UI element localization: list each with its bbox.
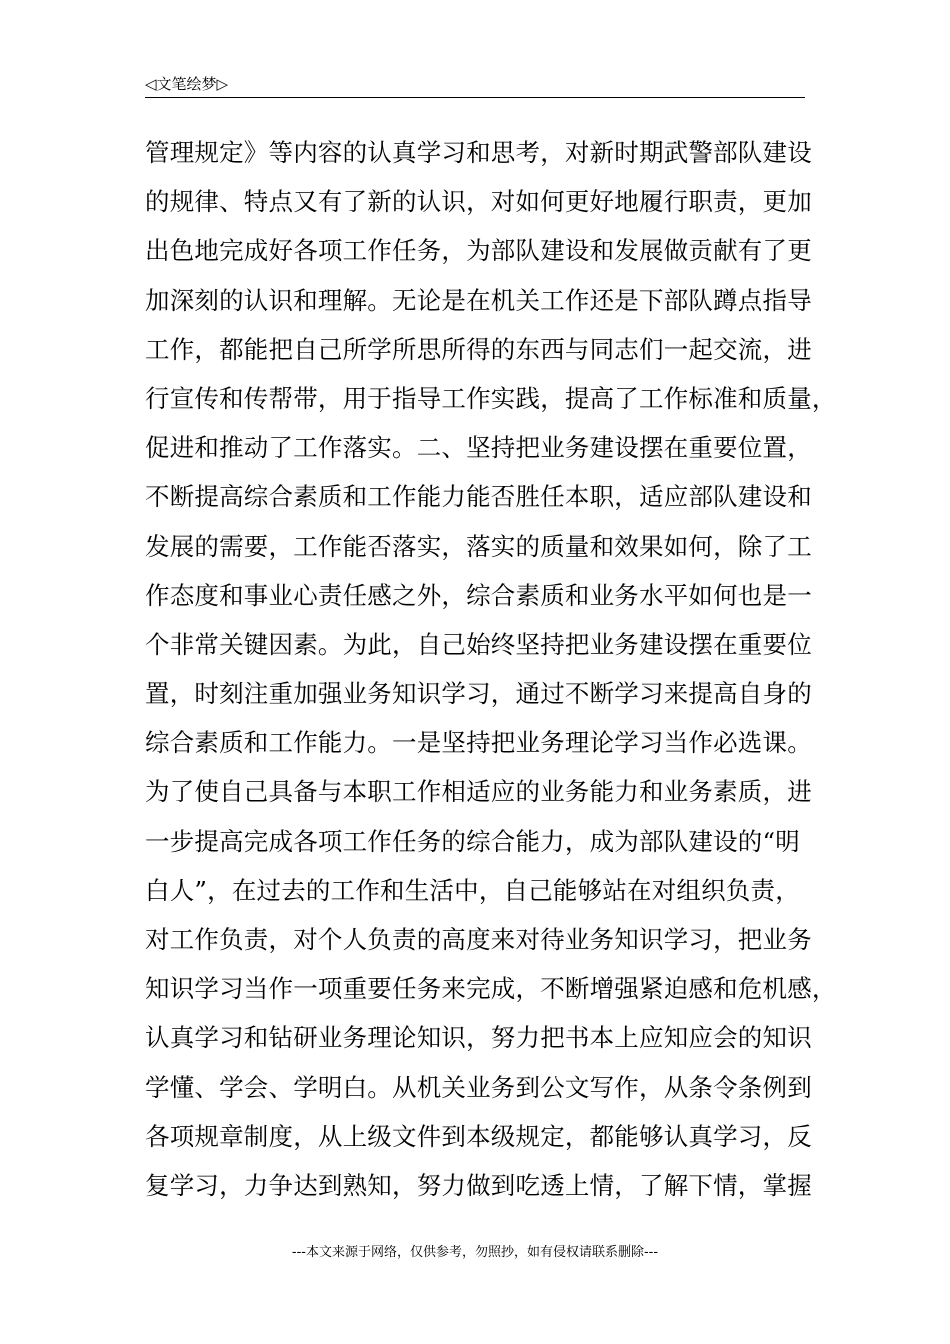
page-header [145,70,805,98]
body-text [145,128,837,1210]
text-line: 置，时刻注重加强业务知识学习，通过不断学习来提高自身的 [145,679,812,709]
text-line: 对工作负责，对个人负责的高度来对待业务知识学习，把业务 [145,925,812,954]
text-line: 认真学习和钻研业务理论知识，努力把书本上应知应会的知识 [145,1023,812,1053]
text-line: 白人”，在过去的工作和生活中，自己能够站在对组织负责， [145,875,800,905]
text-line: 为了使自己具备与本职工作相适应的业务能力和业务素质，进 [145,777,812,807]
text-line: 加深刻的认识和理解。无论是在机关工作还是下部队蹲点指导 [145,285,812,315]
text-line: 的规律、特点又有了新的认识，对如何更好地履行职责，更加 [145,187,812,217]
text-line: 学懂、学会、学明白。从机关业务到公文写作，从条令条例到 [145,1072,812,1102]
text-line: 行宣传和传帮带，用于指导工作实践，提高了工作标准和质量， [145,383,837,413]
text-line: 综合素质和工作能力。一是坚持把业务理论学习当作必选课。 [145,728,812,758]
text-line: 一步提高完成各项工作任务的综合能力，成为部队建设的“明 [145,826,800,856]
text-line: 复学习，力争达到熟知，努力做到吃透上情，了解下情，掌握 [145,1170,812,1200]
text-line: 发展的需要，工作能否落实，落实的质量和效果如何，除了工 [145,531,812,561]
text-line: 促进和推动了工作落实。二、坚持把业务建设摆在重要位置， [145,433,812,463]
text-line: 出色地完成好各项工作任务，为部队建设和发展做贡献有了更 [145,236,812,266]
text-line: 作态度和事业心责任感之外，综合素质和业务水平如何也是一 [145,580,812,610]
footer-disclaimer: ---本文来源于网络，仅供参考，勿照抄，如有侵权请联系删除--- [291,1245,659,1260]
header-title: ◁文笔绘梦▷ [145,75,229,93]
text-line: 管理规定》等内容的认真学习和思考，对新时期武警部队建设 [145,138,812,167]
text-line: 个非常关键因素。为此，自己始终坚持把业务建设摆在重要位 [145,629,812,659]
text-line: 不断提高综合素质和工作能力能否胜任本职，适应部队建设和 [145,482,812,512]
text-line: 工作，都能把自己所学所思所得的东西与同志们一起交流，进 [145,334,812,364]
header-divider [145,97,805,98]
text-line: 知识学习当作一项重要任务来完成，不断增强紧迫感和危机感， [145,974,837,1004]
text-line: 各项规章制度，从上级文件到本级规定，都能够认真学习，反 [145,1121,812,1151]
